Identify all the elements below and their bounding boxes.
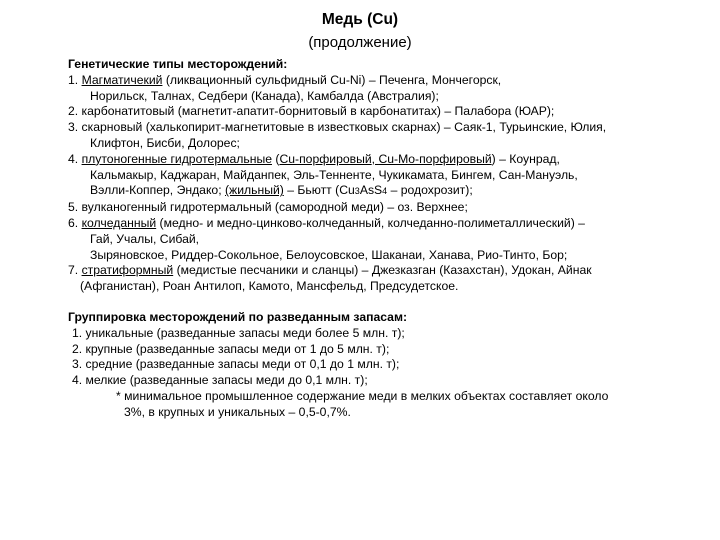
- item-text: (: [271, 151, 280, 166]
- item-text: (медно- и медно-цинково-колчеданный, колчеданно-полиметаллический) –: [156, 215, 585, 230]
- grouping-item-3: 3. средние (разведанные запасы меди от 0,1 до 1 млн. т);: [72, 357, 400, 372]
- genetic-item-1: [68, 73, 718, 105]
- item-text: ,: [371, 151, 379, 166]
- formula-text: AsS: [359, 183, 383, 198]
- item-number: 4.: [68, 151, 79, 166]
- item-text: карбонатитовый (магнетит-апатит-борнитовый в карбонатитах) – Палабора (ЮАР);: [78, 104, 555, 119]
- document-body: [68, 57, 718, 421]
- genetic-item-5: [68, 200, 718, 216]
- item-number: 7.: [68, 263, 79, 278]
- item-number: 3.: [68, 120, 79, 135]
- subtype-cu-porphyry: Cu-порфировый: [279, 151, 372, 166]
- genetic-types-heading: Генетические типы месторождений:: [68, 57, 288, 71]
- item-text-continued: Норильск, Талнах, Седбери (Канада), Камбалда (Австралия);: [90, 88, 439, 103]
- grouping-item-1: 1. уникальные (разведанные запасы меди более 5 млн. т);: [72, 325, 405, 340]
- item-text-continued: Гай, Учалы, Сибай,: [90, 231, 200, 246]
- item-text: Вэлли-Коппер, Эндако;: [90, 183, 225, 198]
- grouping-item-4: 4. мелкие (разведанные запасы меди до 0,1 млн. т);: [72, 373, 368, 388]
- item-text: ) – Коунрад,: [491, 151, 560, 166]
- item-text: (медистые песчаники и сланцы) – Джезказган (Казахстан), Удокан, Айнак: [173, 263, 592, 278]
- subtype-cu-mo-porphyry: Cu-Mo-порфировый: [378, 151, 492, 166]
- genetic-item-3: [68, 120, 718, 152]
- genetic-item-6: [68, 216, 718, 263]
- item-type-name: стратиформный: [81, 263, 174, 278]
- subtype-vein: (жильный): [224, 183, 284, 198]
- item-text-continued: (Афганистан), Роан Антилоп, Камото, Мансфельд, Предсудетское.: [80, 279, 459, 294]
- section-spacer: [68, 295, 718, 310]
- item-text-continued: Зыряновское, Риддер-Сокольное, Белоусовское, Шаканаи, Ханава, Рио-Тинто, Бор;: [90, 247, 568, 262]
- item-type-name: колчеданный: [81, 215, 157, 230]
- grouping-item-2: 2. крупные (разведанные запасы меди от 1 до 5 млн. т);: [72, 341, 390, 356]
- genetic-item-4: [68, 152, 718, 200]
- item-number: 2.: [68, 104, 79, 119]
- item-number: 6.: [68, 215, 79, 230]
- item-text: – Бьютт (Cu: [283, 183, 355, 198]
- formula-subscript: 3: [354, 186, 360, 197]
- item-number: 1.: [68, 72, 79, 87]
- genetic-item-2: [68, 104, 718, 120]
- footnote-line-2: 3%, в крупных и уникальных – 0,5-0,7%.: [124, 404, 351, 419]
- item-text-continued: Кальмакыр, Каджаран, Майданпек, Эль-Тенненте, Чукикамата, Бингем, Сан-Мануэль,: [90, 167, 578, 182]
- grouping-heading: Группировка месторождений по разведанным запасам:: [68, 309, 408, 324]
- item-text: (ликвационный сульфидный Cu-Ni) – Печенга, Мончегорск,: [162, 72, 502, 87]
- item-text-continued: [68, 183, 718, 200]
- item-text: вулканогенный гидротермальный (самородной меди) – оз. Верхнее;: [78, 200, 468, 215]
- page-title: Медь (Cu): [321, 11, 399, 28]
- item-number: 5.: [68, 200, 79, 215]
- item-text: скарновый (халькопирит-магнетитовые в известковых скарнах) – Саяк-1, Турьинские, Юлия,: [78, 120, 607, 135]
- item-text: – родохрозит);: [387, 183, 473, 198]
- footnote-line-1: * минимальное промышленное содержание меди в мелких объектах составляет около: [116, 388, 609, 403]
- genetic-item-7: [68, 263, 718, 295]
- item-type-name: Магматичекий: [81, 72, 163, 87]
- page-subtitle: (продолжение): [308, 34, 412, 51]
- item-type-name: плутоногенные гидротермальные: [81, 151, 272, 166]
- item-text-continued: Клифтон, Бисби, Долорес;: [90, 135, 240, 150]
- formula-subscript: 4: [382, 186, 388, 197]
